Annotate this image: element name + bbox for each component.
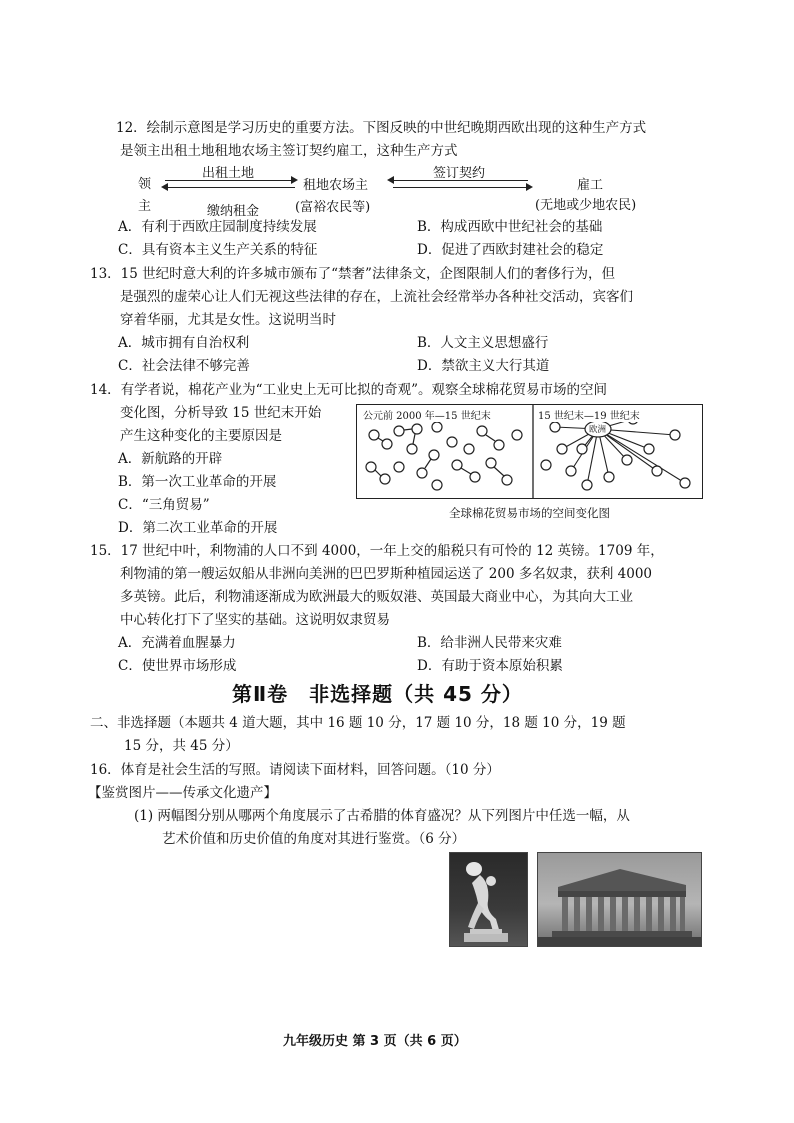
diagram-arrow-contract-tip-r — [526, 183, 533, 191]
q15-stem-line-4: 中心转化打下了坚实的基础。这说明奴隶贸易 — [120, 612, 390, 628]
q15-option-b[interactable]: B．给非洲人民带来灾难 — [417, 635, 562, 651]
q15-stem-line-3: 多英镑。此后，利物浦逐渐成为欧洲最大的贩奴港、英国最大商业中心，为其向大工业 — [120, 589, 633, 605]
q16-sub1-line-1: (1) 两幅图分别从哪两个角度展示了古希腊的体育盛况？从下列图片中任选一幅，从 — [134, 808, 630, 824]
diagram-arrow3-label: 签订契约 — [433, 166, 486, 181]
diagram-lord-bottom: 主 — [138, 199, 152, 214]
q15-option-d[interactable]: D．有助于资本原始积累 — [417, 658, 563, 674]
q12-option-c[interactable]: C．具有资本主义生产关系的特征 — [118, 242, 318, 258]
q12-option-d[interactable]: D．促进了西欧封建社会的稳定 — [417, 242, 604, 258]
diagram-arrow-contract-top — [393, 180, 528, 181]
q13-option-c[interactable]: C．社会法律不够完善 — [118, 358, 250, 374]
map-left-label: 公元前 2000 年—15 世纪末 — [363, 407, 491, 422]
q14-option-c[interactable]: C．“三角贸易” — [118, 497, 210, 513]
temple-illustration — [538, 853, 701, 946]
map-right-label: 15 世纪末—19 世纪末 — [538, 407, 640, 422]
diagram-farmer-note: (富裕农民等) — [295, 200, 371, 215]
diagram-arrow1-label: 出租土地 — [202, 166, 255, 181]
q16-sub1-line-2: 艺术价值和历史价值的角度对其进行鉴赏。（6 分） — [162, 831, 466, 847]
diagram-arrow-left — [167, 187, 295, 188]
diagram-worker-note: (无地或少地农民) — [535, 198, 637, 213]
diagram-worker: 雇工 — [577, 178, 604, 193]
q14-option-b[interactable]: B．第一次工业革命的开展 — [118, 474, 277, 490]
discobolus-figure — [450, 853, 527, 946]
q15-option-c[interactable]: C．使世界市场形成 — [118, 658, 237, 674]
q12-option-a[interactable]: A．有利于西欧庄园制度持续发展 — [118, 219, 317, 235]
q16-stem: 16．体育是社会生活的写照。请阅读下面材料，回答问题。（10 分） — [90, 762, 500, 778]
q14-option-d[interactable]: D．第二次工业革命的开展 — [118, 520, 278, 536]
diagram-arrow-contract-tip-l — [387, 176, 394, 184]
q12-stem-line-1: 12．绘制示意图是学习历史的重要方法。下图反映的中世纪晚期西欧出现的这种生产方式 — [116, 120, 647, 136]
q15-option-a[interactable]: A．充满着血腥暴力 — [118, 635, 236, 651]
section-title: 第Ⅱ卷 非选择题（共 45 分） — [232, 682, 523, 706]
q13-stem-line-1: 13．15 世纪时意大利的许多城市颁布了“禁奢”法律条文，企图限制人们的奢侈行为，但 — [90, 266, 615, 282]
q12-stem-line-2: 是领主出租土地租地农场主签订契约雇工，这种生产方式 — [120, 143, 458, 159]
map-center-label: 欧洲 — [589, 425, 607, 435]
greek-temple-photo — [537, 852, 702, 947]
q13-option-d[interactable]: D．禁欲主义大行其道 — [417, 358, 550, 374]
q13-option-b[interactable]: B．人文主义思想盛行 — [417, 335, 549, 351]
q13-stem-line-3: 穿着华丽，尤其是女性。这说明当时 — [120, 312, 336, 328]
q15-stem-line-2: 利物浦的第一艘运奴船从非洲向美洲的巴巴罗斯种植园运送了 200 多名奴隶，获利 4000 — [120, 566, 652, 582]
q14-option-a[interactable]: A．新航路的开辟 — [118, 451, 223, 467]
diagram-farmer: 租地农场主 — [303, 178, 369, 193]
diagram-arrow-right — [165, 180, 293, 181]
discobolus-photo — [449, 852, 528, 947]
q14-stem-line-3: 产生这种变化的主要原因是 — [120, 428, 282, 444]
diagram-arrow-contract-bottom — [393, 187, 528, 188]
q15-stem-line-1: 15．17 世纪中叶，利物浦的人口不到 4000，一年上交的船税只有可怜的 12 英镑。1709 年， — [90, 543, 664, 559]
diagram-lord-top: 领 — [138, 177, 152, 192]
map-caption: 全球棉花贸易市场的空间变化图 — [449, 506, 610, 520]
q14-stem-line-1: 14．有学者说，棉花产业为“工业史上无可比拟的奇观”。观察全球棉花贸易市场的空间 — [90, 382, 607, 398]
cotton-trade-map — [356, 404, 703, 499]
q14-stem-line-2: 变化图，分析导致 15 世纪末开始 — [120, 405, 322, 421]
diagram-arrow-right-tip — [291, 176, 298, 184]
diagram-arrow-left-tip — [161, 183, 168, 191]
q13-option-a[interactable]: A．城市拥有自治权利 — [118, 335, 250, 351]
section-instructions-line-1: 二、非选择题（本题共 4 道大题，其中 16 题 10 分，17 题 10 分，18 题 10 分，19 题 — [90, 715, 626, 731]
page-footer: 九年级历史 第 3 页（共 6 页） — [283, 1034, 467, 1049]
section-instructions-line-2: 15 分，共 45 分） — [124, 738, 239, 754]
q16-heading: 【鉴赏图片——传承文化遗产】 — [88, 785, 277, 801]
q13-stem-line-2: 是强烈的虚荣心让人们无视这些法律的存在，上流社会经常举办各种社交活动，宾客们 — [120, 289, 633, 305]
q12-diagram — [115, 160, 675, 218]
diagram-arrow2-label: 缴纳租金 — [207, 204, 260, 219]
q12-option-b[interactable]: B．构成西欧中世纪社会的基础 — [417, 219, 603, 235]
